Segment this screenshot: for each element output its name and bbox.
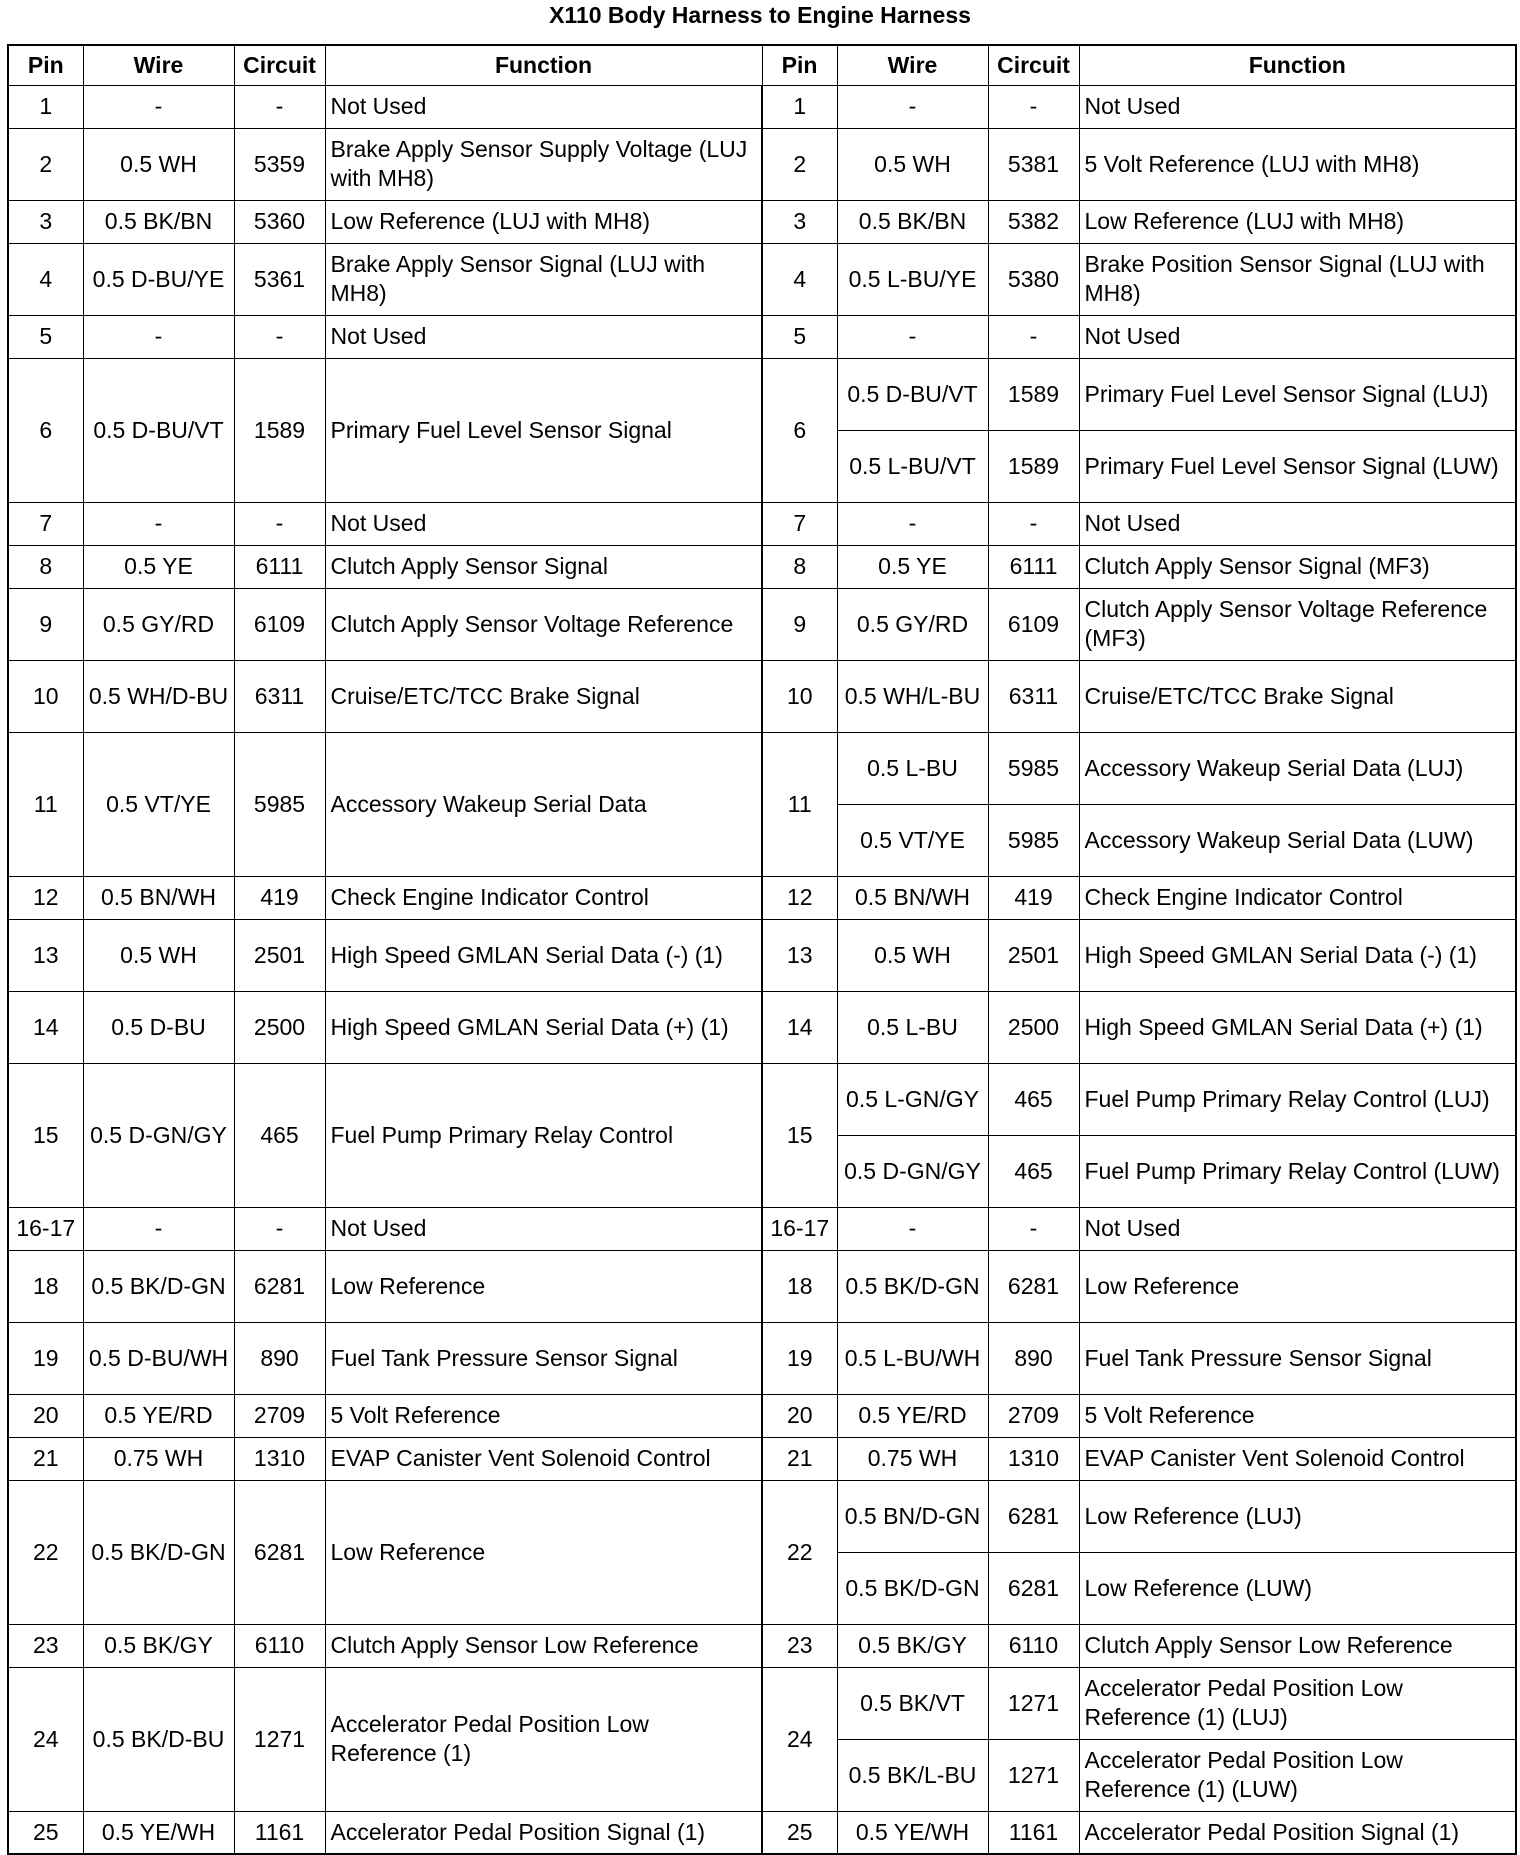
function-left: Not Used	[325, 85, 762, 128]
circuit-right: 5382	[988, 200, 1079, 243]
function-left: Low Reference	[325, 1480, 762, 1624]
wire-right: 0.5 GY/RD	[837, 588, 988, 660]
pin-left: 20	[8, 1394, 83, 1437]
function-right: Not Used	[1079, 315, 1516, 358]
table-row	[8, 315, 1516, 358]
circuit-right: 890	[988, 1322, 1079, 1394]
function-left: Check Engine Indicator Control	[325, 876, 762, 919]
circuit-right: 6311	[988, 660, 1079, 732]
wire-left: 0.75 WH	[83, 1437, 234, 1480]
pin-right: 9	[762, 588, 837, 660]
function-right: Brake Position Sensor Signal (LUJ with MH8)	[1079, 243, 1516, 315]
pin-left: 3	[8, 200, 83, 243]
pin-left: 18	[8, 1250, 83, 1322]
table-row	[8, 876, 1516, 919]
pin-left: 14	[8, 991, 83, 1063]
function-right: 5 Volt Reference	[1079, 1394, 1516, 1437]
function-left: Fuel Pump Primary Relay Control	[325, 1063, 762, 1207]
pin-left: 15	[8, 1063, 83, 1207]
wire-left: -	[83, 315, 234, 358]
function-right: Accelerator Pedal Position Low Reference (1) (LUJ)	[1079, 1667, 1516, 1739]
circuit-left: 465	[234, 1063, 325, 1207]
pin-right: 14	[762, 991, 837, 1063]
circuit-right: 1271	[988, 1667, 1079, 1739]
function-right: Low Reference (LUJ with MH8)	[1079, 200, 1516, 243]
wire-right: 0.5 D-GN/GY	[837, 1135, 988, 1207]
header-function-right: Function	[1079, 45, 1516, 85]
wire-left: -	[83, 85, 234, 128]
table-row	[8, 502, 1516, 545]
table-row	[8, 1437, 1516, 1480]
function-right: Low Reference	[1079, 1250, 1516, 1322]
function-right: Accelerator Pedal Position Signal (1)	[1079, 1811, 1516, 1854]
wire-right: 0.5 BK/BN	[837, 200, 988, 243]
wire-right: 0.5 L-BU/WH	[837, 1322, 988, 1394]
table-row	[8, 1207, 1516, 1250]
table-row	[8, 732, 1516, 804]
pin-left: 24	[8, 1667, 83, 1811]
circuit-left: 6110	[234, 1624, 325, 1667]
function-right: Accessory Wakeup Serial Data (LUJ)	[1079, 732, 1516, 804]
pin-right: 6	[762, 358, 837, 502]
function-left: Clutch Apply Sensor Signal	[325, 545, 762, 588]
circuit-right: 465	[988, 1063, 1079, 1135]
wire-right: 0.5 BK/GY	[837, 1624, 988, 1667]
pin-left: 19	[8, 1322, 83, 1394]
circuit-right: 6281	[988, 1552, 1079, 1624]
function-right: Not Used	[1079, 1207, 1516, 1250]
circuit-right: 6111	[988, 545, 1079, 588]
function-right: Not Used	[1079, 502, 1516, 545]
circuit-right: 419	[988, 876, 1079, 919]
table-row	[8, 991, 1516, 1063]
pin-left: 2	[8, 128, 83, 200]
function-right: Check Engine Indicator Control	[1079, 876, 1516, 919]
wire-right: 0.5 YE/WH	[837, 1811, 988, 1854]
circuit-left: 419	[234, 876, 325, 919]
function-right: Fuel Tank Pressure Sensor Signal	[1079, 1322, 1516, 1394]
wire-left: 0.5 WH	[83, 128, 234, 200]
pin-left: 9	[8, 588, 83, 660]
wire-right: 0.5 BK/L-BU	[837, 1739, 988, 1811]
function-left: High Speed GMLAN Serial Data (-) (1)	[325, 919, 762, 991]
circuit-left: -	[234, 315, 325, 358]
circuit-right: 6109	[988, 588, 1079, 660]
function-right: Fuel Pump Primary Relay Control (LUW)	[1079, 1135, 1516, 1207]
function-left: Clutch Apply Sensor Low Reference	[325, 1624, 762, 1667]
circuit-right: -	[988, 315, 1079, 358]
table-row	[8, 1322, 1516, 1394]
header-circuit-left: Circuit	[234, 45, 325, 85]
pin-right: 5	[762, 315, 837, 358]
wire-left: 0.5 BK/BN	[83, 200, 234, 243]
header-wire-right: Wire	[837, 45, 988, 85]
function-right: Primary Fuel Level Sensor Signal (LUW)	[1079, 430, 1516, 502]
pin-right: 11	[762, 732, 837, 876]
pin-right: 22	[762, 1480, 837, 1624]
circuit-right: 1589	[988, 430, 1079, 502]
function-right: Not Used	[1079, 85, 1516, 128]
header-row	[8, 45, 1516, 85]
table-row	[8, 1394, 1516, 1437]
function-left: Not Used	[325, 502, 762, 545]
pin-left: 1	[8, 85, 83, 128]
function-left: Cruise/ETC/TCC Brake Signal	[325, 660, 762, 732]
function-left: High Speed GMLAN Serial Data (+) (1)	[325, 991, 762, 1063]
table-row	[8, 1250, 1516, 1322]
pin-left: 16-17	[8, 1207, 83, 1250]
function-right: High Speed GMLAN Serial Data (-) (1)	[1079, 919, 1516, 991]
wire-right: 0.5 BK/VT	[837, 1667, 988, 1739]
page-title: X110 Body Harness to Engine Harness	[549, 2, 971, 28]
function-right: Clutch Apply Sensor Voltage Reference (MF3)	[1079, 588, 1516, 660]
pin-left: 25	[8, 1811, 83, 1854]
function-left: Low Reference (LUJ with MH8)	[325, 200, 762, 243]
circuit-left: 2501	[234, 919, 325, 991]
pin-left: 12	[8, 876, 83, 919]
wire-right: 0.5 L-BU/YE	[837, 243, 988, 315]
table-row	[8, 1624, 1516, 1667]
circuit-left: 1271	[234, 1667, 325, 1811]
circuit-right: 1310	[988, 1437, 1079, 1480]
wire-right: 0.75 WH	[837, 1437, 988, 1480]
circuit-left: -	[234, 85, 325, 128]
wire-left: 0.5 D-BU/WH	[83, 1322, 234, 1394]
wire-right: 0.5 VT/YE	[837, 804, 988, 876]
wire-left: 0.5 D-BU/VT	[83, 358, 234, 502]
circuit-left: 2500	[234, 991, 325, 1063]
pin-left: 4	[8, 243, 83, 315]
table-row	[8, 358, 1516, 430]
wire-left: 0.5 D-BU	[83, 991, 234, 1063]
circuit-right: 465	[988, 1135, 1079, 1207]
pin-right: 15	[762, 1063, 837, 1207]
wire-right: -	[837, 315, 988, 358]
function-left: Low Reference	[325, 1250, 762, 1322]
circuit-right: 5985	[988, 732, 1079, 804]
function-left: Accelerator Pedal Position Signal (1)	[325, 1811, 762, 1854]
wire-right: 0.5 WH	[837, 128, 988, 200]
function-right: Accelerator Pedal Position Low Reference (1) (LUW)	[1079, 1739, 1516, 1811]
wire-right: 0.5 BN/D-GN	[837, 1480, 988, 1552]
circuit-left: 2709	[234, 1394, 325, 1437]
pin-right: 24	[762, 1667, 837, 1811]
pin-right: 7	[762, 502, 837, 545]
circuit-right: 6281	[988, 1250, 1079, 1322]
pin-right: 10	[762, 660, 837, 732]
header-pin-left: Pin	[8, 45, 83, 85]
wire-left: 0.5 BK/D-GN	[83, 1250, 234, 1322]
circuit-right: -	[988, 1207, 1079, 1250]
circuit-right: 2501	[988, 919, 1079, 991]
header-circuit-right: Circuit	[988, 45, 1079, 85]
pin-left: 8	[8, 545, 83, 588]
function-left: EVAP Canister Vent Solenoid Control	[325, 1437, 762, 1480]
circuit-left: 6111	[234, 545, 325, 588]
circuit-left: 1161	[234, 1811, 325, 1854]
function-left: Accelerator Pedal Position Low Reference (1)	[325, 1667, 762, 1811]
pin-right: 8	[762, 545, 837, 588]
circuit-right: 1589	[988, 358, 1079, 430]
pin-left: 7	[8, 502, 83, 545]
pin-left: 5	[8, 315, 83, 358]
wire-right: -	[837, 85, 988, 128]
wire-left: 0.5 BK/D-GN	[83, 1480, 234, 1624]
pin-left: 22	[8, 1480, 83, 1624]
circuit-left: 6311	[234, 660, 325, 732]
wire-left: 0.5 WH	[83, 919, 234, 991]
pin-right: 18	[762, 1250, 837, 1322]
pin-left: 23	[8, 1624, 83, 1667]
circuit-left: 890	[234, 1322, 325, 1394]
function-right: Clutch Apply Sensor Low Reference	[1079, 1624, 1516, 1667]
wire-right: 0.5 BN/WH	[837, 876, 988, 919]
pin-right: 12	[762, 876, 837, 919]
pin-right: 23	[762, 1624, 837, 1667]
circuit-left: 5985	[234, 732, 325, 876]
wire-left: 0.5 D-GN/GY	[83, 1063, 234, 1207]
pin-right: 21	[762, 1437, 837, 1480]
function-left: Brake Apply Sensor Signal (LUJ with MH8)	[325, 243, 762, 315]
circuit-right: 2500	[988, 991, 1079, 1063]
pin-right: 4	[762, 243, 837, 315]
function-left: Accessory Wakeup Serial Data	[325, 732, 762, 876]
wire-right: 0.5 L-BU/VT	[837, 430, 988, 502]
wire-right: -	[837, 502, 988, 545]
pin-left: 13	[8, 919, 83, 991]
wire-left: 0.5 BK/D-BU	[83, 1667, 234, 1811]
wire-left: 0.5 GY/RD	[83, 588, 234, 660]
wire-right: 0.5 BK/D-GN	[837, 1250, 988, 1322]
function-right: Cruise/ETC/TCC Brake Signal	[1079, 660, 1516, 732]
function-right: 5 Volt Reference (LUJ with MH8)	[1079, 128, 1516, 200]
table-row	[8, 1811, 1516, 1854]
circuit-right: 5381	[988, 128, 1079, 200]
wire-left: -	[83, 1207, 234, 1250]
function-left: 5 Volt Reference	[325, 1394, 762, 1437]
circuit-left: -	[234, 502, 325, 545]
wire-right: 0.5 L-BU	[837, 732, 988, 804]
table-row	[8, 200, 1516, 243]
circuit-right: 2709	[988, 1394, 1079, 1437]
function-left: Not Used	[325, 1207, 762, 1250]
pin-right: 25	[762, 1811, 837, 1854]
table-row	[8, 85, 1516, 128]
table-row	[8, 545, 1516, 588]
pin-left: 21	[8, 1437, 83, 1480]
circuit-right: -	[988, 502, 1079, 545]
wire-right: 0.5 WH	[837, 919, 988, 991]
wire-left: 0.5 YE/WH	[83, 1811, 234, 1854]
circuit-right: 6110	[988, 1624, 1079, 1667]
table-row	[8, 243, 1516, 315]
wire-right: 0.5 D-BU/VT	[837, 358, 988, 430]
circuit-left: 6281	[234, 1480, 325, 1624]
function-right: Accessory Wakeup Serial Data (LUW)	[1079, 804, 1516, 876]
pin-right: 1	[762, 85, 837, 128]
pin-left: 11	[8, 732, 83, 876]
table-row	[8, 919, 1516, 991]
pin-right: 16-17	[762, 1207, 837, 1250]
function-right: High Speed GMLAN Serial Data (+) (1)	[1079, 991, 1516, 1063]
pin-right: 3	[762, 200, 837, 243]
pin-right: 2	[762, 128, 837, 200]
table-row	[8, 1667, 1516, 1739]
wire-left: 0.5 D-BU/YE	[83, 243, 234, 315]
header-pin-right: Pin	[762, 45, 837, 85]
wire-right: 0.5 L-BU	[837, 991, 988, 1063]
pinout-table	[7, 44, 1517, 1855]
circuit-left: 6109	[234, 588, 325, 660]
wire-right: 0.5 YE/RD	[837, 1394, 988, 1437]
pin-left: 6	[8, 358, 83, 502]
wire-right: 0.5 L-GN/GY	[837, 1063, 988, 1135]
function-right: Low Reference (LUW)	[1079, 1552, 1516, 1624]
wire-right: 0.5 WH/L-BU	[837, 660, 988, 732]
circuit-left: 1310	[234, 1437, 325, 1480]
function-right: Low Reference (LUJ)	[1079, 1480, 1516, 1552]
header-function-left: Function	[325, 45, 762, 85]
pin-right: 13	[762, 919, 837, 991]
table-row	[8, 660, 1516, 732]
wire-left: 0.5 BK/GY	[83, 1624, 234, 1667]
table-body	[8, 85, 1516, 1854]
circuit-left: -	[234, 1207, 325, 1250]
circuit-right: 6281	[988, 1480, 1079, 1552]
function-left: Brake Apply Sensor Supply Voltage (LUJ with MH8)	[325, 128, 762, 200]
pin-left: 10	[8, 660, 83, 732]
wire-left: 0.5 YE/RD	[83, 1394, 234, 1437]
table-row	[8, 128, 1516, 200]
circuit-right: 1161	[988, 1811, 1079, 1854]
pin-right: 20	[762, 1394, 837, 1437]
circuit-left: 5361	[234, 243, 325, 315]
function-left: Not Used	[325, 315, 762, 358]
circuit-right: 5380	[988, 243, 1079, 315]
table-row	[8, 1063, 1516, 1135]
wire-right: 0.5 YE	[837, 545, 988, 588]
function-left: Clutch Apply Sensor Voltage Reference	[325, 588, 762, 660]
pin-right: 19	[762, 1322, 837, 1394]
wire-left: 0.5 BN/WH	[83, 876, 234, 919]
circuit-right: 1271	[988, 1739, 1079, 1811]
wire-left: 0.5 VT/YE	[83, 732, 234, 876]
function-left: Primary Fuel Level Sensor Signal	[325, 358, 762, 502]
circuit-left: 5359	[234, 128, 325, 200]
function-right: EVAP Canister Vent Solenoid Control	[1079, 1437, 1516, 1480]
circuit-left: 1589	[234, 358, 325, 502]
function-left: Fuel Tank Pressure Sensor Signal	[325, 1322, 762, 1394]
circuit-left: 6281	[234, 1250, 325, 1322]
function-right: Primary Fuel Level Sensor Signal (LUJ)	[1079, 358, 1516, 430]
table-row	[8, 588, 1516, 660]
wire-right: -	[837, 1207, 988, 1250]
wire-left: -	[83, 502, 234, 545]
function-right: Fuel Pump Primary Relay Control (LUJ)	[1079, 1063, 1516, 1135]
header-wire-left: Wire	[83, 45, 234, 85]
table-row	[8, 1480, 1516, 1552]
circuit-right: -	[988, 85, 1079, 128]
wire-left: 0.5 YE	[83, 545, 234, 588]
circuit-left: 5360	[234, 200, 325, 243]
wire-right: 0.5 BK/D-GN	[837, 1552, 988, 1624]
function-right: Clutch Apply Sensor Signal (MF3)	[1079, 545, 1516, 588]
circuit-right: 5985	[988, 804, 1079, 876]
wire-left: 0.5 WH/D-BU	[83, 660, 234, 732]
